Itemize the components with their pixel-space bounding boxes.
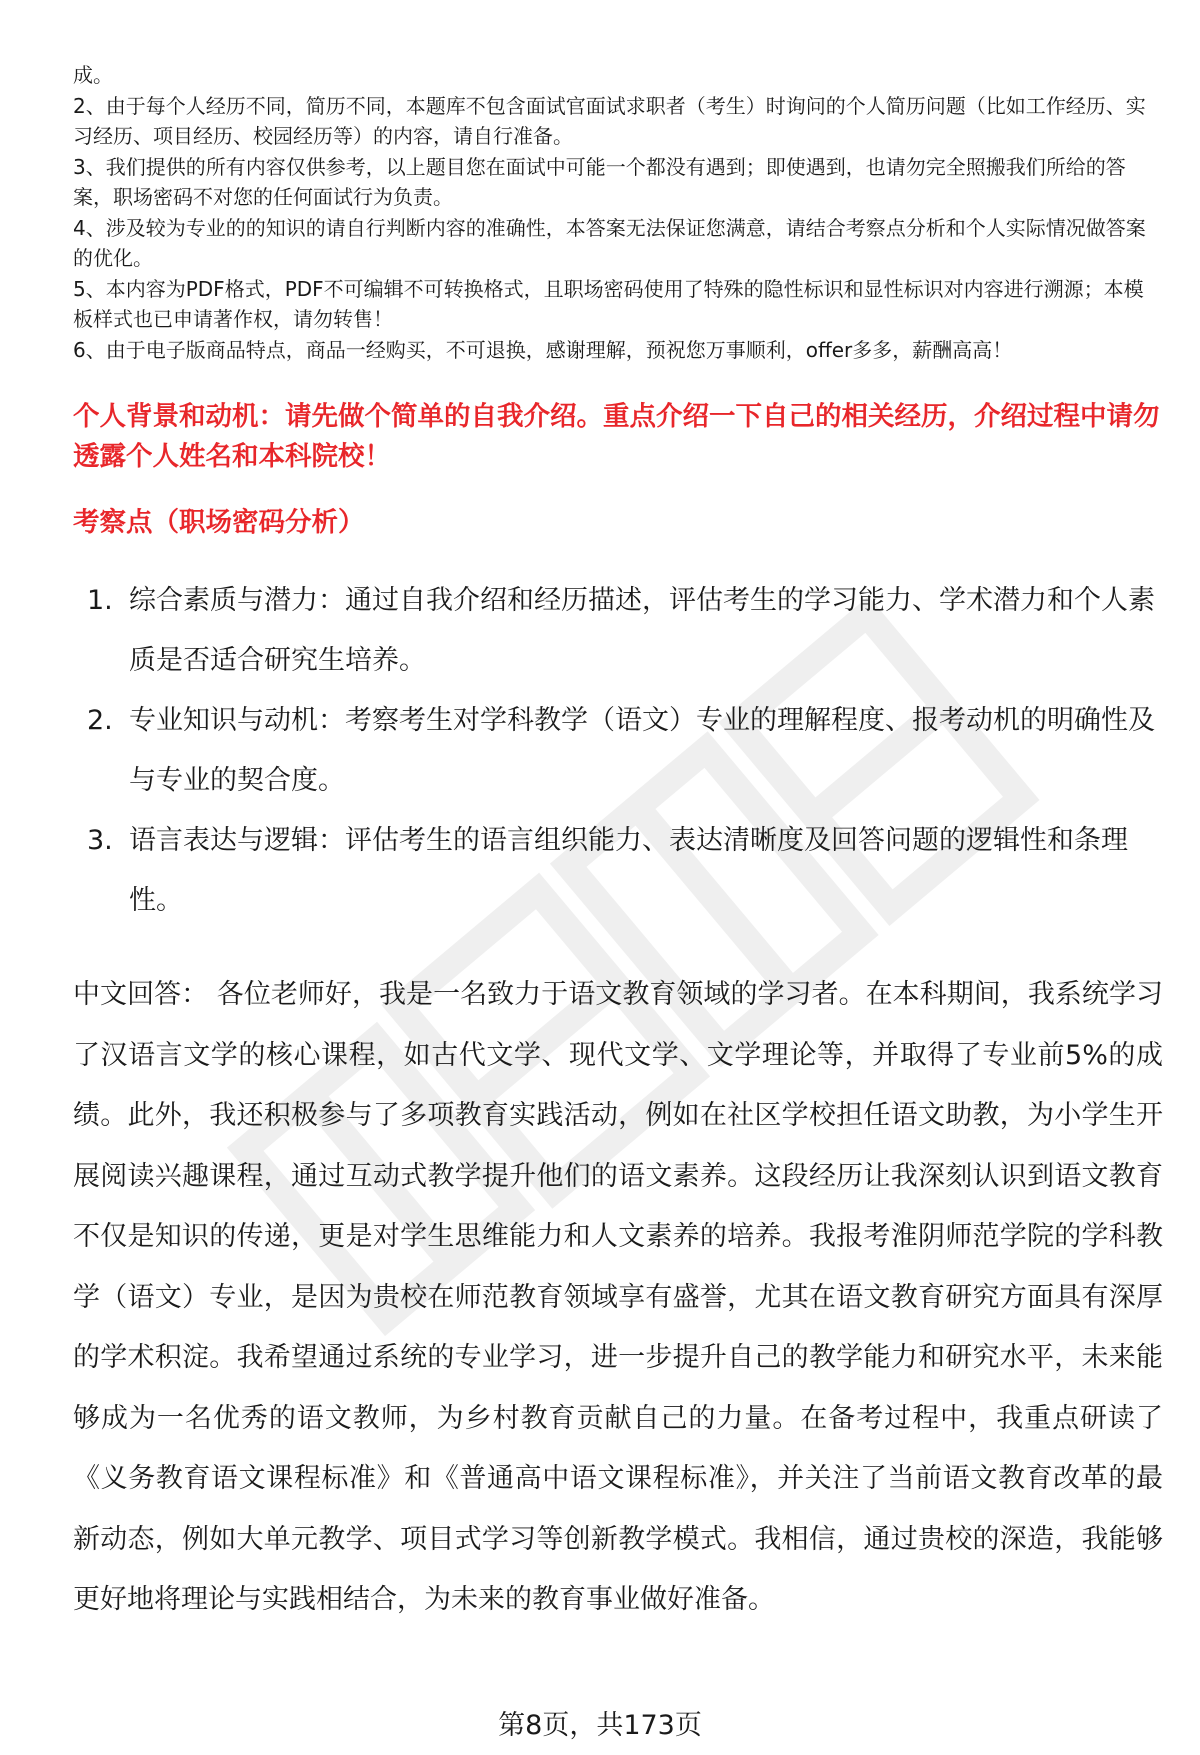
page-number-footer: 第8页，共173页 xyxy=(498,1710,702,1741)
disclaimer-line: 成。 xyxy=(73,63,113,87)
question-heading: 个人背景和动机：请先做个简单的自我介绍。重点介绍一下自己的相关经历，介绍过程中请勿透露个人姓名和本科院校！ xyxy=(73,401,1160,472)
assessment-point xyxy=(73,571,1163,691)
point-text: 语言表达与逻辑：评估考生的语言组织能力、表达清晰度及回答问题的逻辑性和条理性。 xyxy=(129,825,1128,916)
point-text: 专业知识与动机：考察考生对学科教学（语文）专业的理解程度、报考动机的明确性及与专业的契合度。 xyxy=(129,705,1155,796)
disclaimer-line: 6、由于电子版商品特点，商品一经购买，不可退换，感谢理解，预祝您万事顺利，offer多多，薪酬高高！ xyxy=(73,337,1013,362)
point-number: 2. xyxy=(87,705,113,736)
disclaimer-line: 3、我们提供的所有内容仅供参考，以上题目您在面试中可能一个都没有遇到；即使遇到，也请勿完全照搬我们所给的答案，职场密码不对您的任何面试行为负责。 xyxy=(73,154,1126,209)
disclaimer-notes xyxy=(73,60,1163,365)
assessment-points-list xyxy=(73,571,1163,931)
assessment-point xyxy=(73,811,1163,931)
disclaimer-line: 4、涉及较为专业的的知识的请自行判断内容的准确性，本答案无法保证您满意，请结合考察点分析和个人实际情况做答案的优化。 xyxy=(73,215,1146,270)
point-number: 1. xyxy=(87,585,113,616)
point-text: 综合素质与潜力：通过自我介绍和经历描述，评估考生的学习能力、学术潜力和个人素质是否适合研究生培养。 xyxy=(129,585,1155,676)
point-number: 3. xyxy=(87,825,113,856)
page-content xyxy=(73,60,1163,1631)
disclaimer-line: 5、本内容为PDF格式，PDF不可编辑不可转换格式，且职场密码使用了特殊的隐性标识和显性标识对内容进行溯源；本模板样式也已申请著作权，请勿转售！ xyxy=(73,276,1144,331)
assessment-points-title: 考察点（职场密码分析） xyxy=(73,507,365,538)
answer-paragraph: 中文回答： 各位老师好，我是一名致力于语文教育领域的学习者。在本科期间，我系统学习了汉语言文学的核心课程，如古代文学、现代文学、文学理论等，并取得了专业前5%的成绩。此外，我还积极参与了多项教育实践活动，例如在社区学校担任语文助教，为小学生开展阅读兴趣课程，通过互动式教学提升他们的语文素养。这段经历让我深刻认识到语文教育不仅是知识的传递，更是对学生思维能力和人文素养的培养。我报考淮阴师范学院的学科教学（语文）专业，是因为贵校在师范教育领域享有盛誉，尤其在语文教育研究方面具有深厚的学术积淀。我希望通过系统的专业学习，进一步提升自己的教学能力和研究水平，未来能够成为一名优秀的语文教师，为乡村教育贡献自己的力量。在备考过程中，我重点研读了《义务教育语文课程标准》和《普通高中语文课程标准》，并关注了当前语文教育改革的最新动态，例如大单元教学、项目式学习等创新教学模式。我相信，通过贵校的深造，我能够更好地将理论与实践相结合，为未来的教育事业做好准备。 xyxy=(73,979,1163,1615)
assessment-point xyxy=(73,691,1163,811)
disclaimer-line: 2、由于每个人经历不同，简历不同，本题库不包含面试官面试求职者（考生）时询问的个人简历问题（比如工作经历、实习经历、项目经历、校园经历等）的内容，请自行准备。 xyxy=(73,93,1146,148)
